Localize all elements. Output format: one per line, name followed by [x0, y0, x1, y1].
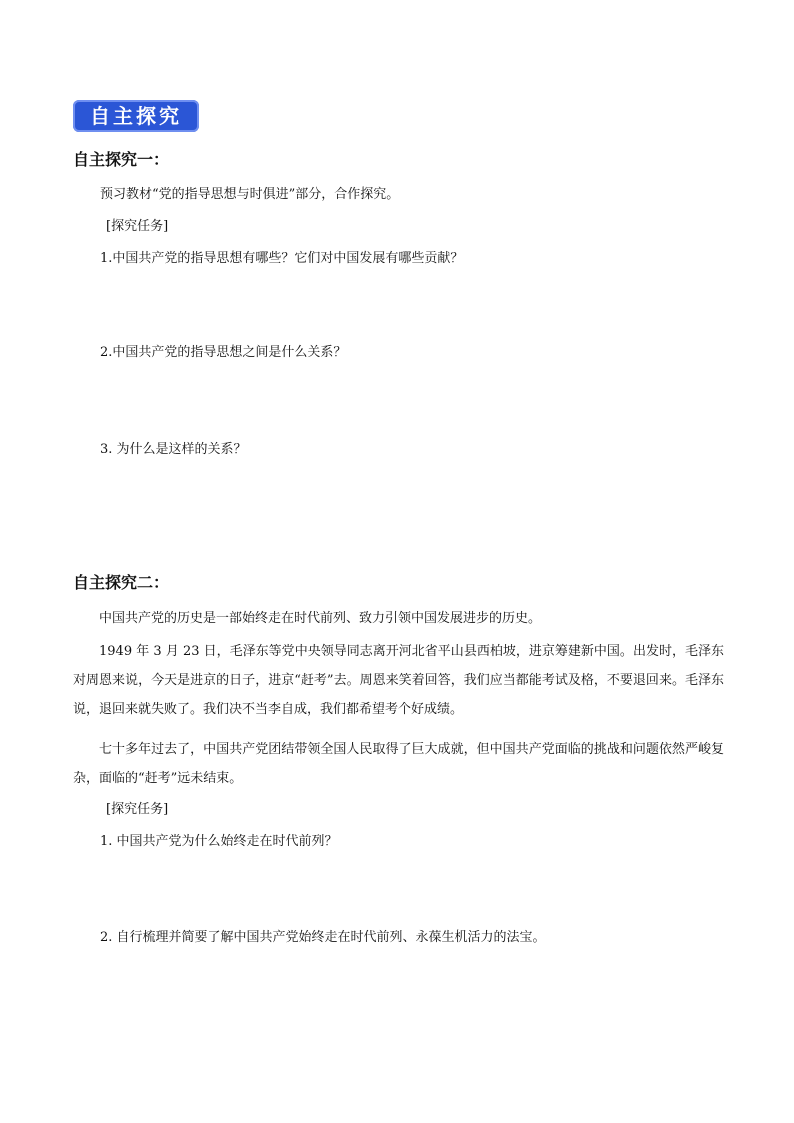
section2-question-2: 2. 自行梳理并简要了解中国共产党始终走在时代前列、永葆生机活力的法宝。 — [100, 930, 546, 945]
section2-task-label: [探究任务] — [106, 802, 169, 817]
section2-paragraph-3: 七十多年过去了，中国共产党团结带领全国人民取得了巨大成就，但中国共产党面临的挑战和问题依然严峻复杂，面临的“赶考”远未结束。 — [73, 742, 724, 786]
section2-question-1: 1. 中国共产党为什么始终走在时代前列？ — [100, 834, 338, 849]
section1-intro: 预习教材“党的指导思想与时俱进”部分，合作探究。 — [100, 187, 400, 202]
section1-question-2: 2.中国共产党的指导思想之间是什么关系？ — [100, 345, 347, 360]
section2-title: 自主探究二： — [73, 573, 170, 592]
section1-task-label: [探究任务] — [106, 219, 169, 234]
section2-paragraph-2: 1949 年 3 月 23 日，毛泽东等党中央领导同志离开河北省平山县西柏坡，进京筹建新中国。出发时，毛泽东对周恩来说，今天是进京的日子，进京“赶考”去。周恩来笑着回答，我们应当都能考试及格，不要退回来。毛泽东说，退回来就失败了。我们决不当李自成，我们都希望考个好成绩。 — [73, 644, 724, 717]
section2-paragraph-1: 中国共产党的历史是一部始终走在时代前列、致力引领中国发展进步的历史。 — [99, 611, 542, 626]
section1-question-1: 1.中国共产党的指导思想有哪些？它们对中国发展有哪些贡献？ — [100, 251, 464, 266]
section-badge: 自主探究 — [73, 100, 199, 132]
section1-question-3: 3. 为什么是这样的关系？ — [100, 442, 247, 457]
section1-title: 自主探究一： — [73, 150, 170, 169]
